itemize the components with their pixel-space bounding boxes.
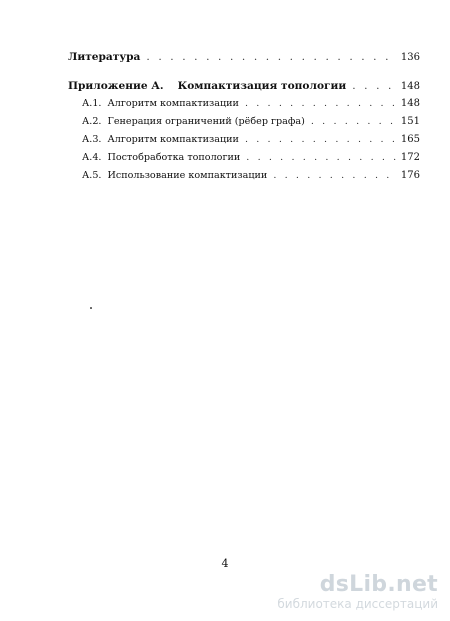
toc-entry-page: 165: [400, 134, 420, 145]
toc-entry-a2: [68, 116, 420, 130]
toc-entry-bibliography: [68, 51, 420, 65]
toc-section-number: А.1.: [82, 98, 102, 109]
toc-leader-dots: [246, 152, 397, 163]
toc-entry-page: 172: [400, 152, 420, 163]
toc-leader-dots: [352, 80, 397, 92]
toc-entry-page: 136: [400, 52, 420, 63]
toc-entry-page: 148: [400, 81, 420, 92]
toc-entry-title: Литература: [68, 51, 141, 63]
toc-leader-dots: [146, 51, 396, 63]
watermark: [238, 574, 438, 612]
scan-speck: [90, 307, 92, 309]
toc-section-number: А.2.: [82, 116, 102, 127]
toc-leader-dots: [245, 98, 397, 109]
watermark-brand: dsLib.net: [319, 572, 438, 597]
toc-section-number: А.3.: [82, 134, 102, 145]
toc-entry-page: 176: [400, 170, 420, 181]
toc-leader-dots: [273, 170, 397, 181]
toc-entry-title: Алгоритм компактизации: [107, 98, 239, 109]
toc-entry-title: Компактизация топологии: [177, 80, 347, 92]
toc-section-number: А.4.: [82, 152, 102, 163]
toc-entry-page: 151: [400, 116, 420, 127]
toc-entry-a1: [68, 98, 420, 112]
toc-leader-dots: [311, 116, 397, 127]
watermark-subtitle: библиотека диссертаций: [277, 597, 438, 611]
page-number: 4: [221, 557, 229, 570]
toc-entry-a3: [68, 134, 420, 148]
toc-entry-title: Постобработка топологии: [107, 152, 241, 163]
toc-entry-appendix-a: [68, 80, 420, 94]
toc-appendix-number: Приложение А.: [68, 80, 164, 92]
toc-entry-page: 148: [400, 98, 420, 109]
toc-leader-dots: [245, 134, 397, 145]
toc-entry-title: Алгоритм компактизации: [107, 134, 239, 145]
toc-section-number: А.5.: [82, 170, 102, 181]
toc-entry-title: Использование компактизации: [107, 170, 268, 181]
toc-entry-a5: [68, 170, 420, 184]
toc-entry-title: Генерация ограничений (рёбер графа): [107, 116, 305, 127]
toc-entry-a4: [68, 152, 420, 166]
